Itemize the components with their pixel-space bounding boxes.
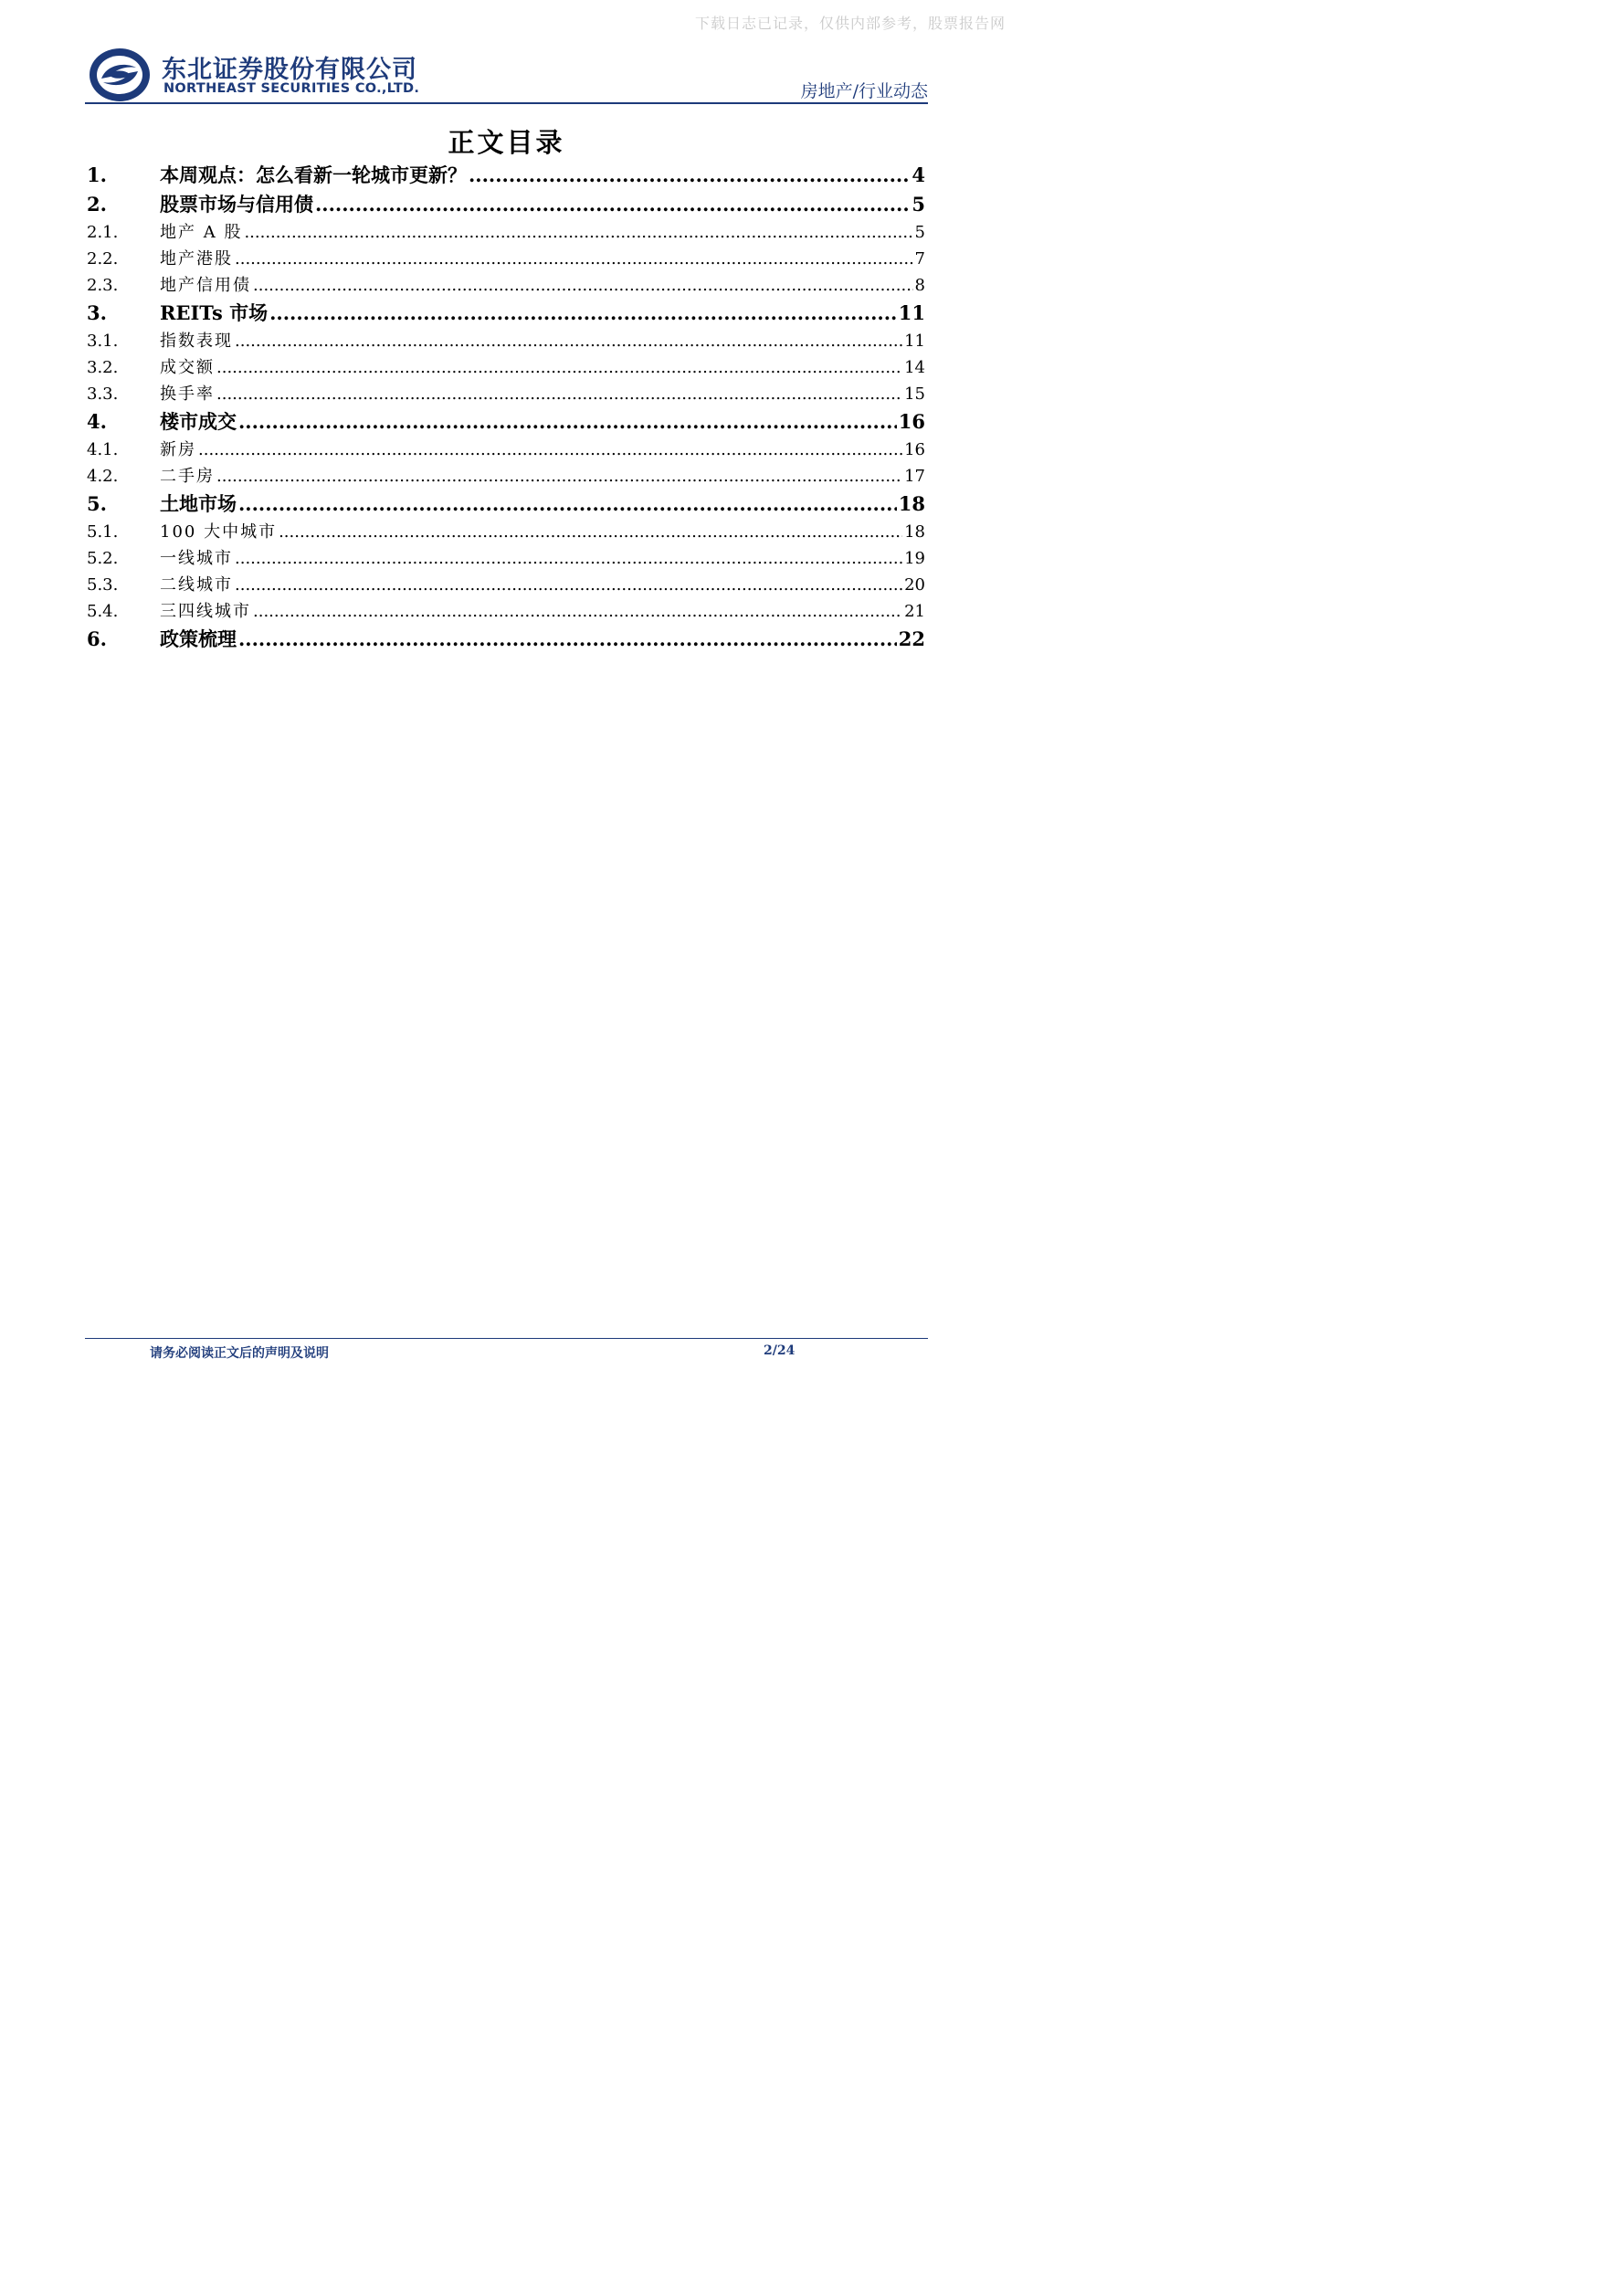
toc-leader-dots <box>235 328 902 354</box>
toc-entry-page: 16 <box>898 410 925 433</box>
toc-entry-number: 2.2. <box>87 249 119 269</box>
toc-entry-page: 19 <box>904 549 925 568</box>
toc-entry-number: 5.4. <box>87 602 119 621</box>
toc-entry-number: 3. <box>87 301 107 324</box>
toc-leader-dots <box>216 354 902 381</box>
toc-leader-dots <box>238 625 897 654</box>
toc-entry-page: 22 <box>898 627 925 650</box>
toc-subentry[interactable] <box>87 598 925 625</box>
toc-leader-dots <box>238 490 897 519</box>
toc-entry-page: 21 <box>904 602 925 621</box>
toc-leader-dots <box>253 272 913 299</box>
toc-entry-number: 5.3. <box>87 575 119 595</box>
toc-entry-page: 5 <box>912 193 925 216</box>
toc-entry-label: 股票市场与信用债 <box>160 193 313 216</box>
page-number: 2/24 <box>764 1343 796 1358</box>
page-header <box>85 47 928 104</box>
toc-leader-dots <box>244 219 912 246</box>
toc-leader-dots <box>235 572 902 598</box>
toc-entry-page: 20 <box>904 575 925 595</box>
table-of-contents <box>87 161 925 654</box>
toc-entry-number: 1. <box>87 163 107 186</box>
toc-entry-page: 4 <box>912 163 925 186</box>
toc-leader-dots <box>235 545 902 572</box>
toc-entry[interactable] <box>87 407 925 437</box>
toc-subentry[interactable] <box>87 545 925 572</box>
toc-leader-dots <box>216 463 902 490</box>
toc-entry-label: 指数表现 <box>160 332 233 351</box>
toc-entry-label: 地产 A 股 <box>160 223 243 242</box>
toc-entry-number: 5. <box>87 492 107 515</box>
toc-entry-page: 5 <box>914 223 925 242</box>
footer-divider <box>85 1338 928 1339</box>
toc-entry-number: 2. <box>87 193 107 216</box>
toc-entry-label: 成交额 <box>160 358 215 377</box>
toc-leader-dots <box>469 161 910 190</box>
toc-entry-page: 11 <box>898 301 925 324</box>
company-name-cn: 东北证券股份有限公司 <box>162 56 417 84</box>
toc-entry-label: 换手率 <box>160 384 215 404</box>
report-category: 房地产/行业动态 <box>800 81 928 101</box>
toc-entry-number: 4.2. <box>87 467 119 486</box>
toc-leader-dots <box>269 299 897 328</box>
toc-subentry[interactable] <box>87 246 925 272</box>
toc-entry-number: 5.1. <box>87 522 119 542</box>
toc-entry-page: 11 <box>904 332 925 351</box>
toc-entry-number: 5.2. <box>87 549 119 568</box>
company-name-en: NORTHEAST SECURITIES CO.,LTD. <box>163 81 420 96</box>
toc-entry-label: 二手房 <box>160 467 215 486</box>
toc-leader-dots <box>198 437 902 463</box>
toc-entry-label: 二线城市 <box>160 575 233 595</box>
toc-entry-label: REITs 市场 <box>160 301 269 324</box>
toc-subentry[interactable] <box>87 381 925 407</box>
toc-leader-dots <box>279 519 902 545</box>
toc-subentry[interactable] <box>87 272 925 299</box>
toc-title: 正文目录 <box>448 127 565 158</box>
toc-entry-page: 8 <box>914 276 925 295</box>
toc-entry[interactable] <box>87 190 925 219</box>
toc-entry-label: 本周观点：怎么看新一轮城市更新？ <box>160 163 467 186</box>
toc-entry-page: 7 <box>914 249 925 269</box>
toc-entry-label: 三四线城市 <box>160 602 251 621</box>
header-divider <box>85 102 928 104</box>
toc-entry-label: 新房 <box>160 440 196 459</box>
toc-entry-number: 4. <box>87 410 107 433</box>
toc-leader-dots <box>253 598 902 625</box>
toc-entry-page: 15 <box>904 384 925 404</box>
toc-entry-page: 17 <box>904 467 925 486</box>
toc-entry-label: 一线城市 <box>160 549 233 568</box>
toc-entry-number: 3.1. <box>87 332 119 351</box>
toc-entry-number: 2.1. <box>87 223 119 242</box>
toc-entry-number: 4.1. <box>87 440 119 459</box>
toc-entry[interactable] <box>87 299 925 328</box>
toc-entry[interactable] <box>87 625 925 654</box>
toc-entry-number: 3.3. <box>87 384 119 404</box>
toc-entry-label: 政策梳理 <box>160 627 237 650</box>
toc-subentry[interactable] <box>87 437 925 463</box>
toc-leader-dots <box>315 190 910 219</box>
toc-entry-label: 楼市成交 <box>160 410 237 433</box>
toc-entry-label: 100 大中城市 <box>160 522 278 542</box>
toc-entry[interactable] <box>87 490 925 519</box>
footer-disclaimer: 请务必阅读正文后的声明及说明 <box>150 1346 329 1361</box>
toc-entry-label: 地产信用债 <box>160 276 251 295</box>
toc-leader-dots <box>235 246 913 272</box>
watermark-text: 下载日志已记录，仅供内部参考，股票报告网 <box>694 15 1006 32</box>
toc-entry-page: 14 <box>904 358 925 377</box>
toc-leader-dots <box>238 407 897 437</box>
toc-entry-page: 18 <box>898 492 925 515</box>
toc-entry-page: 16 <box>904 440 925 459</box>
toc-leader-dots <box>216 381 902 407</box>
toc-entry-number: 3.2. <box>87 358 119 377</box>
toc-entry-label: 地产港股 <box>160 249 233 269</box>
toc-subentry[interactable] <box>87 463 925 490</box>
toc-subentry[interactable] <box>87 519 925 545</box>
toc-subentry[interactable] <box>87 572 925 598</box>
toc-entry-number: 6. <box>87 627 107 650</box>
toc-entry-page: 18 <box>904 522 925 542</box>
toc-subentry[interactable] <box>87 328 925 354</box>
toc-subentry[interactable] <box>87 354 925 381</box>
company-logo-icon <box>89 47 151 102</box>
toc-entry-label: 土地市场 <box>160 492 237 515</box>
toc-entry[interactable] <box>87 161 925 190</box>
toc-subentry[interactable] <box>87 219 925 246</box>
toc-entry-number: 2.3. <box>87 276 119 295</box>
